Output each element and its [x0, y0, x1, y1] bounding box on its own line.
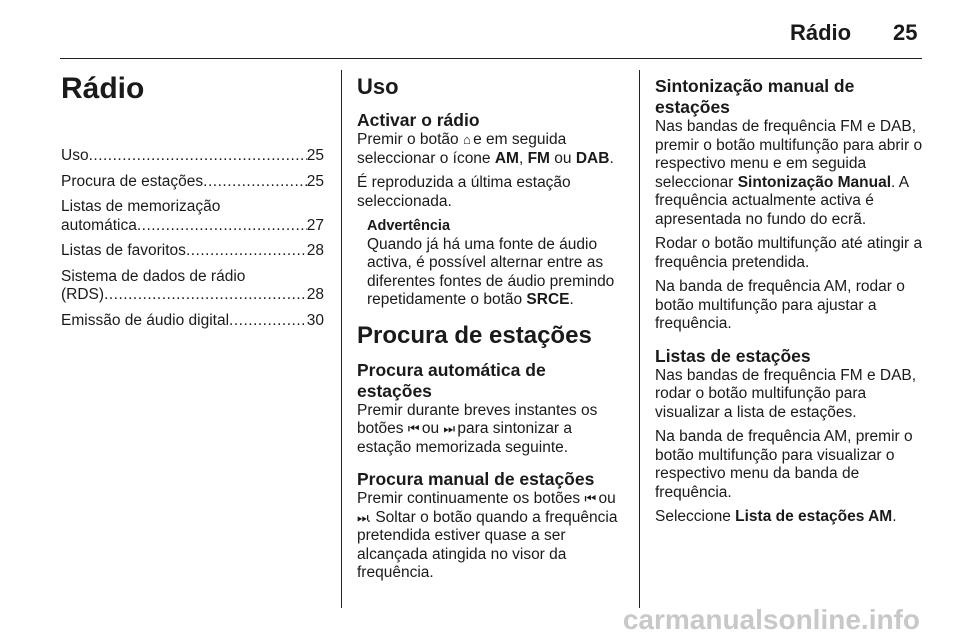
section-title-listas: Listas de estações	[655, 345, 811, 366]
toc-page-number: 25	[306, 172, 324, 190]
toc-leader-dots	[137, 217, 307, 236]
toc-leader-dots	[203, 173, 307, 192]
paragraph-manual: Premir continuamente os botões ⏮ ou ⏭. Soltar o botão quando a frequência pretendida estiver quase a ser alcançada atingida no visor da frequência.	[357, 490, 618, 581]
toc-page-number: 25	[306, 147, 324, 164]
toc-entry-label: automática	[61, 216, 137, 234]
note-box	[367, 217, 624, 310]
subsection-title-activar: Activar o rádio	[357, 110, 480, 130]
paragraph-listas-1: Nas bandas de frequência FM e DAB, rodar o botão multifunção para visualizar a lista de estações.	[655, 366, 917, 421]
paragraph-activar: Premir o botão ⌂ e em seguida seleccionar o ícone AM, FM ou DAB.	[357, 131, 614, 167]
toc-leader-dots	[229, 312, 307, 331]
toc-entry-label: Listas de favoritos	[61, 242, 186, 259]
toc-entry[interactable]	[61, 173, 324, 192]
toc-page-number: 27	[306, 216, 324, 234]
toc-page-number: 30	[306, 311, 324, 329]
paragraph-sint-2: Rodar o botão multifunção até atingir a frequência pretendida.	[655, 235, 923, 271]
toc-entry-label: Emissão de áudio digital	[61, 311, 230, 329]
watermark: carmanualsonline.info	[622, 604, 920, 635]
header-rule	[60, 58, 922, 59]
toc-column	[61, 66, 324, 337]
home-icon: ⌂	[462, 132, 469, 147]
paragraph-listas-3: Seleccione Lista de estações AM.	[655, 508, 897, 525]
seek-forward-icon: ⏭	[357, 509, 367, 525]
toc-list	[61, 147, 324, 330]
toc-leader-dots	[89, 147, 307, 166]
note-title: Advertência	[367, 218, 451, 234]
paragraph-sint-3: Na banda de frequência AM, rodar o botão multifunção para ajustar a frequência.	[655, 278, 905, 332]
toc-entry[interactable]	[61, 147, 324, 166]
toc-entry[interactable]	[61, 268, 324, 305]
seek-back-icon: ⏮	[584, 491, 595, 506]
toc-entry[interactable]	[61, 242, 324, 261]
toc-page-number: 28	[306, 286, 324, 303]
page-number: 25	[893, 20, 918, 45]
middle-column	[357, 66, 624, 589]
right-column	[655, 66, 925, 533]
section-title-procura: Procura de estações	[357, 321, 592, 349]
note-text: Quando já há uma fonte de áudio activa, é possível alternar entre as diferentes fontes de áudio premindo repetidamente o botão SRCE.	[367, 235, 615, 308]
subsection-title-auto: Procura automática de estações	[357, 359, 546, 401]
section-title-sintonizacao: Sintonização manual de estações	[655, 76, 855, 117]
toc-entry-label: Sistema de dados de rádio	[61, 267, 246, 285]
subsection-title-manual: Procura manual de estações	[357, 469, 595, 489]
column-divider-left	[341, 70, 342, 608]
toc-entry-label: Uso	[61, 147, 89, 164]
toc-page-number: 28	[306, 242, 324, 259]
seek-back-icon: ⏮	[407, 421, 418, 436]
toc-entry[interactable]	[61, 312, 324, 331]
paragraph-listas-2: Na banda de frequência AM, premir o botão multifunção para visualizar o respectivo menu da banda de frequência.	[655, 428, 913, 501]
column-divider-right	[639, 70, 640, 608]
section-title-uso: Uso	[357, 74, 399, 99]
toc-entry[interactable]	[61, 198, 324, 235]
seek-forward-icon: ⏭	[443, 421, 454, 436]
paragraph-last-station: É reproduzida a última estação seleccionada.	[357, 174, 571, 210]
page-header-title: Rádio	[790, 20, 852, 45]
toc-leader-dots	[104, 286, 307, 305]
toc-leader-dots	[186, 242, 307, 261]
toc-entry-label: (RDS)	[61, 286, 105, 303]
chapter-title: Rádio	[61, 72, 145, 105]
paragraph-auto: Premir durante breves instantes os botões ⏮ ou ⏭ para sintonizar a estação memorizada seguinte.	[357, 401, 598, 456]
paragraph-sint-1: Nas bandas de frequência FM e DAB, premir o botão multifunção para abrir o respectivo menu e em seguida seleccionar Sintonização Manual. A frequência actualmente activa é apresentada no fundo do ecrã.	[655, 118, 923, 228]
toc-entry-label: Listas de memorização	[61, 198, 221, 215]
toc-entry-label: Procura de estações	[61, 172, 204, 190]
